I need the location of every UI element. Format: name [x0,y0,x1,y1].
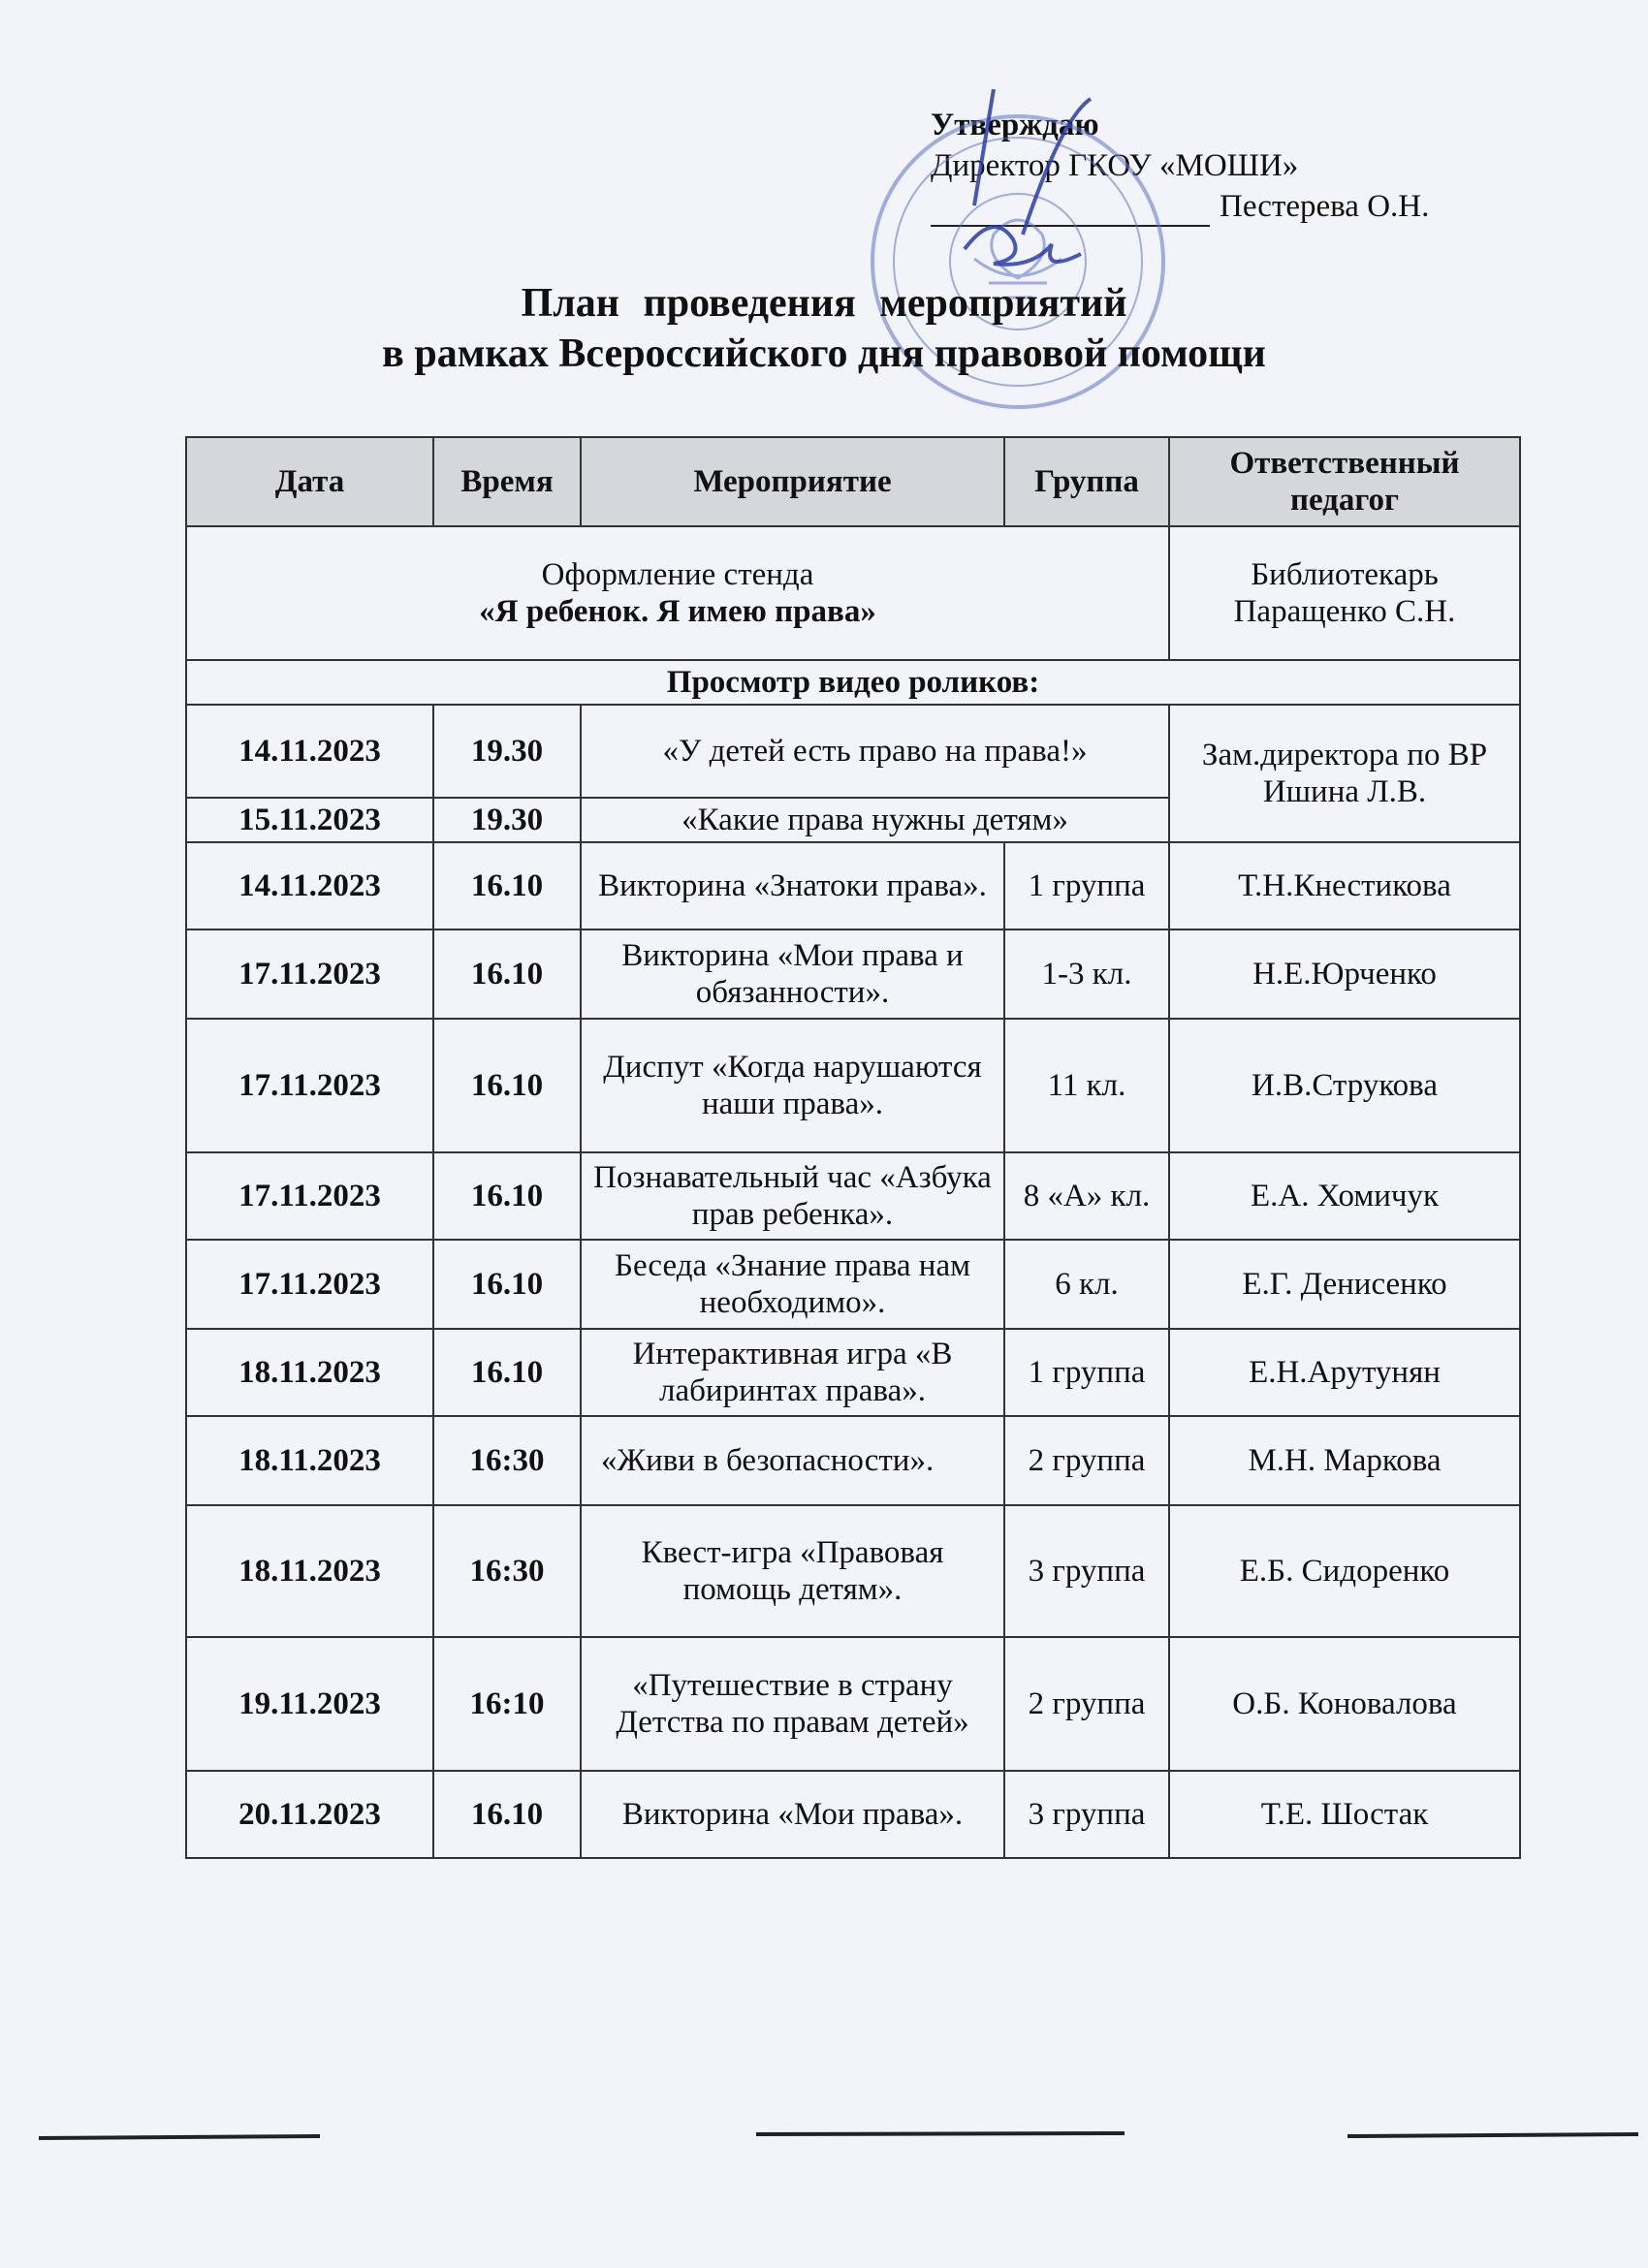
row-group: 6 кл. [1004,1240,1169,1329]
row-event: «Путешествие в страну Детства по правам детей» [581,1637,1004,1771]
row-date: 17.11.2023 [186,1152,433,1240]
row-event: Беседа «Знание права нам необходимо». [581,1240,1004,1329]
row-event: Интерактивная игра «В лабиринтах права». [581,1329,1004,1416]
title-line-2: в рамках Всероссийского дня правовой помощи [382,331,1266,376]
table-row [186,1152,1520,1240]
row-event: Квест-игра «Правовая помощь детям». [581,1505,1004,1637]
row-event: «У детей есть право на права!» [581,705,1169,798]
row-time: 16.10 [433,842,581,929]
title-line-1: План проведения мероприятий [521,281,1127,326]
header-group: Группа [1004,437,1169,526]
table-row [186,1771,1520,1858]
row-date: 14.11.2023 [186,842,433,929]
scan-edge-lines [0,2113,1648,2171]
header-responsible: Ответственный педагог [1169,437,1520,526]
row-date: 17.11.2023 [186,929,433,1019]
table-header-row [186,437,1520,526]
row-date: 15.11.2023 [186,798,433,842]
row-date: 18.11.2023 [186,1416,433,1505]
header-time: Время [433,437,581,526]
row-group: 2 группа [1004,1416,1169,1505]
row-date: 19.11.2023 [186,1637,433,1771]
row-responsible: Н.Е.Юрченко [1169,929,1520,1019]
row-time: 19.30 [433,798,581,842]
table-row [186,1637,1520,1771]
table-row [186,1416,1520,1505]
table-row [186,929,1520,1019]
video-section-heading: Просмотр видео роликов: [186,660,1520,705]
row-time: 16.10 [433,1771,581,1858]
table-row [186,1019,1520,1152]
row-date: 14.11.2023 [186,705,433,798]
row-responsible: И.В.Струкова [1169,1019,1520,1152]
row-date: 17.11.2023 [186,1240,433,1329]
row-time: 16.10 [433,1152,581,1240]
row-group: 3 группа [1004,1771,1169,1858]
row-group: 1 группа [1004,1329,1169,1416]
table-row [186,705,1520,798]
row-time: 16.10 [433,1019,581,1152]
row-group: 1 группа [1004,842,1169,929]
stand-responsible: Библиотекарь Паращенко С.Н. [1169,526,1520,660]
row-time: 16:10 [433,1637,581,1771]
row-event: Познавательный час «Азбука прав ребенка». [581,1152,1004,1240]
row-date: 18.11.2023 [186,1329,433,1416]
stand-subtitle: «Я ребенок. Я имею права» [479,594,876,629]
table-row [186,842,1520,929]
table-row [186,1329,1520,1416]
row-responsible: Е.А. Хомичук [1169,1152,1520,1240]
row-group: 11 кл. [1004,1019,1169,1152]
approval-heading: Утверждаю [931,108,1099,142]
stand-title: Оформление стенда [541,557,814,592]
signature-line [931,196,1210,227]
row-responsible: Т.Н.Кнестикова [1169,842,1520,929]
row-event: «Живи в безопасности». [581,1416,1004,1505]
approval-block [931,105,1429,227]
row-responsible: Т.Е. Шостак [1169,1771,1520,1858]
row-event: Викторина «Знатоки права». [581,842,1004,929]
row-event: Диспут «Когда нарушаются наши права». [581,1019,1004,1152]
row-responsible: Е.Н.Арутунян [1169,1329,1520,1416]
row-group: 1-3 кл. [1004,929,1169,1019]
approval-signatory: Пестерева О.Н. [1220,189,1430,224]
row-time: 16.10 [433,1329,581,1416]
row-date: 18.11.2023 [186,1505,433,1637]
header-event: Мероприятие [581,437,1004,526]
table-row [186,660,1520,705]
row-event: Викторина «Мои права». [581,1771,1004,1858]
row-group: 2 группа [1004,1637,1169,1771]
row-time: 16.10 [433,1240,581,1329]
row-responsible: Е.Г. Денисенко [1169,1240,1520,1329]
table-row [186,1505,1520,1637]
stand-cell [186,526,1169,660]
row-time: 16:30 [433,1505,581,1637]
table-row [186,526,1520,660]
row-responsible: О.Б. Коновалова [1169,1637,1520,1771]
row-time: 16:30 [433,1416,581,1505]
row-date: 20.11.2023 [186,1771,433,1858]
row-event: «Какие права нужны детям» [581,798,1169,842]
row-time: 19.30 [433,705,581,798]
row-group: 8 «А» кл. [1004,1152,1169,1240]
events-table [185,436,1521,1859]
approval-position: Директор ГКОУ «МОШИ» [931,148,1299,183]
row-responsible: Е.Б. Сидоренко [1169,1505,1520,1637]
row-event: Викторина «Мои права и обязанности». [581,929,1004,1019]
video-responsible: Зам.директора по ВР Ишина Л.В. [1169,705,1520,842]
approval-signature-row [931,186,1429,227]
table-row [186,1240,1520,1329]
row-date: 17.11.2023 [186,1019,433,1152]
row-responsible: М.Н. Маркова [1169,1416,1520,1505]
header-date: Дата [186,437,433,526]
row-group: 3 группа [1004,1505,1169,1637]
row-time: 16.10 [433,929,581,1019]
